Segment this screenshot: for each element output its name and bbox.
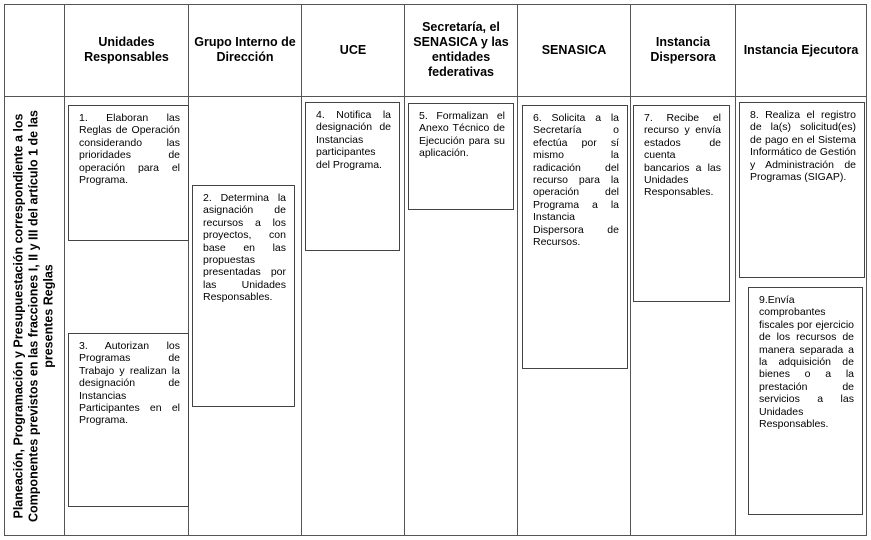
step-6-box: 6. Solicita a la Secretaría o efectúa por sí mismo la radicación del recurso para la operación del Programa a la Instancia Dispersora de Recursos. — [522, 105, 628, 369]
row-label: Planeación, Programación y Presupuestación correspondiente a los Componentes previstos en las fracciones I, II y III del artículo 1 de las presentes Reglas — [11, 110, 56, 522]
step-3-box: 3. Autorizan los Programas de Trabajo y realizan la designación de Instancias Participantes en el Programa. — [68, 333, 189, 507]
header-instancia-dispersora: Instancia Dispersora — [650, 35, 716, 64]
header-uce: UCE — [339, 42, 367, 57]
process-table — [4, 4, 867, 536]
header-senasica: SENASICA — [541, 42, 607, 57]
header-instancia-ejecutora: Instancia Ejecutora — [743, 42, 859, 57]
row-label-cell — [4, 97, 64, 536]
step-4-box: 4. Notifica la designación de Instancias participantes del Programa. — [305, 102, 400, 251]
header-divider — [4, 96, 867, 97]
step-2-box: 2. Determina la asignación de recursos a los proyectos, con base en las propuestas presentadas por las Unidades Responsables. — [192, 185, 295, 407]
step-5-box: 5. Formalizan el Anexo Técnico de Ejecución para su aplicación. — [408, 103, 514, 210]
step-1-box: 1. Elaboran las Reglas de Operación considerando las prioridades de operación para el Programa. — [68, 105, 189, 241]
header-grupo-interno: Grupo Interno de Dirección — [194, 35, 296, 64]
table-border-right — [866, 4, 867, 536]
table-border-bottom — [4, 535, 867, 536]
step-7-box: 7. Recibe el recurso y envía estados de cuenta bancarios a las Unidades Responsables. — [633, 105, 730, 302]
header-unidades-responsables: Unidades Responsables — [84, 35, 169, 64]
step-9-box: 9.Envía comprobantes fiscales por ejercicio de los recursos de manera separada a la adquisición de bienes o a la prestación de servicios a las Unidades Responsables. — [748, 287, 863, 515]
header-secretaria: Secretaría, el SENASICA y las entidades federativas — [413, 20, 509, 79]
step-8-box: 8. Realiza el registro de la(s) solicitud(es) de pago en el Sistema Informático de Gestión y Administración de Programas (SIGAP). — [739, 102, 865, 278]
